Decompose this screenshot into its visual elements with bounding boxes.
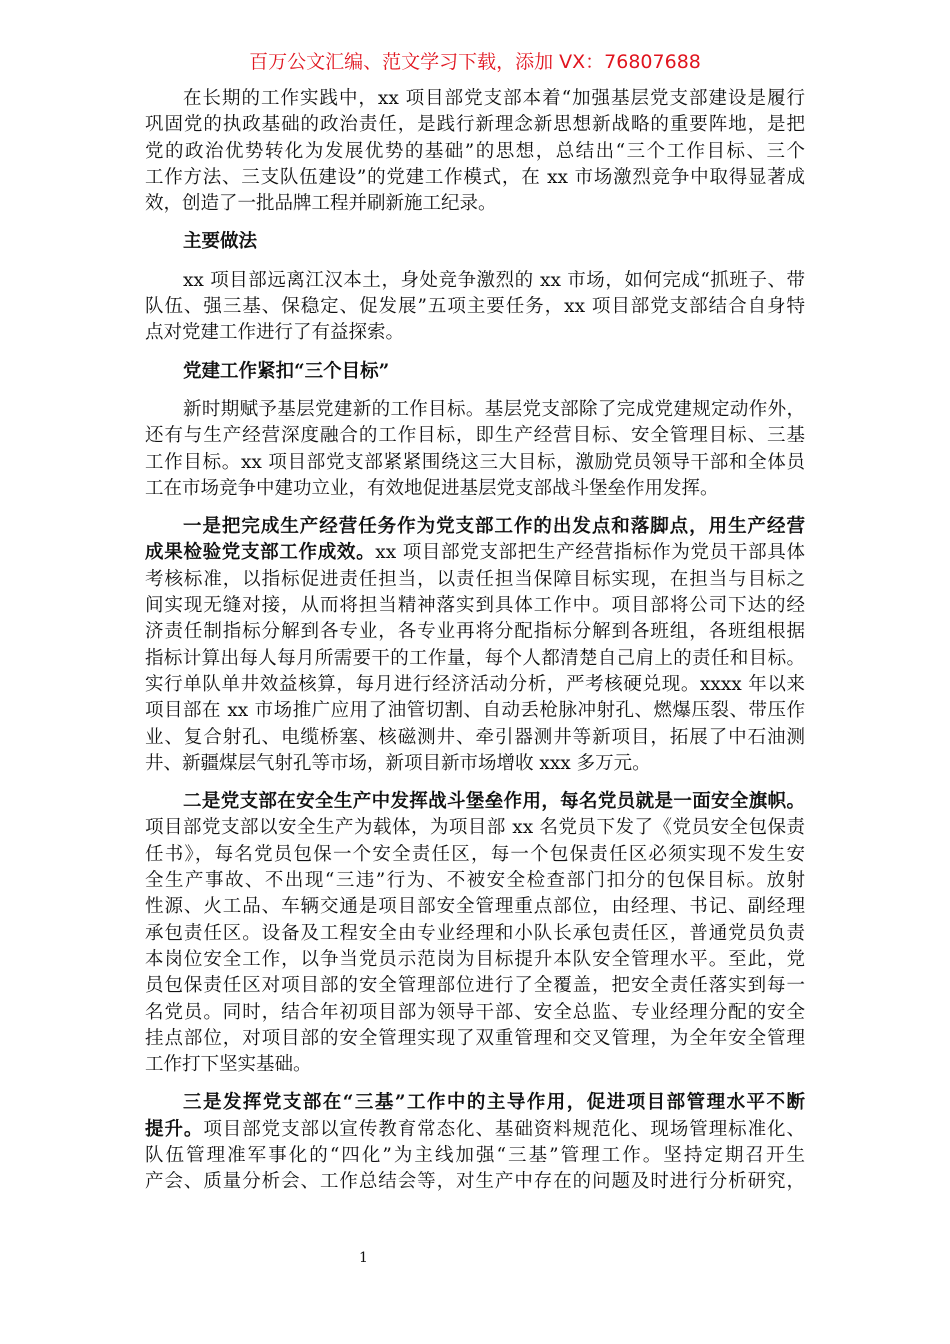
bold-lead-text: 主要做法 [183,231,258,253]
body-text: 济责任制指标分解到各专业，各专业再将分配指标分解到各班组，各班组根据 [145,621,805,643]
text-line [145,789,805,815]
paragraph [145,1090,805,1195]
body-text: 点对党建工作进行了有益探索。 [145,322,405,344]
text-line [145,921,805,947]
text-line [145,320,805,346]
body-text: 还有与生产经营深度融合的工作目标，即生产经营目标、安全管理目标、三基 [145,425,805,447]
section-heading [145,229,805,255]
paragraph [145,789,805,1078]
body-text: 新时期赋予基层党建新的工作目标。基层党支部除了完成党建规定动作外， [183,398,805,420]
body-text: 项目部党支部以安全生产为载体，为项目部 xx 名党员下发了《党员安全包保责 [145,817,805,839]
text-line [145,294,805,320]
text-line [145,751,805,777]
body-text: 工作方法、三支队伍建设”的党建工作模式，在 xx 市场激烈竞争中取得显著成 [145,166,805,188]
text-line [145,359,805,385]
body-text: 指标计算出每人每月所需要干的工作量，每个人都清楚自己肩上的责任和目标。 [145,647,805,669]
body-text: 巩固党的执政基础的政治责任，是践行新理念新思想新战略的重要阵地，是把 [145,114,805,136]
bold-lead-text: 提升。 [145,1118,204,1140]
text-line [145,540,805,566]
text-line [145,646,805,672]
text-line [145,725,805,751]
body-text: 队伍管理准军事化的“四化”为主线加强“三基”管理工作。坚持定期召开生 [145,1144,805,1166]
bold-lead-text: 二是党支部在安全生产中发挥战斗堡垒作用，每名党员就是一面安全旗帜。 [183,791,805,813]
text-line [145,86,805,112]
body-text: 效，创造了一批品牌工程并刷新施工纪录。 [145,193,497,215]
body-text: 考核标准，以指标促进责任担当，以责任担当保障目标实现，在担当与目标之 [145,568,805,590]
paragraph [145,86,805,217]
text-line [145,815,805,841]
text-line [145,1143,805,1169]
text-line [145,619,805,645]
text-line [145,1090,805,1116]
body-text: 在长期的工作实践中，xx 项目部党支部本着“加强基层党支部建设是履行 [183,88,805,109]
text-line [145,112,805,138]
text-line [145,476,805,502]
body-text: 党的政治优势转化为发展优势的基础”的思想，总结出“三个工作目标、三个 [145,140,805,162]
body-text: 产会、质量分析会、工作总结会等，对生产中存在的问题及时进行分析研究， [145,1171,805,1193]
text-line [145,567,805,593]
text-line [145,514,805,540]
body-text: 承包责任区。设备及工程安全由专业经理和小队长承包责任区，普通党员负责 [145,922,805,944]
text-line [145,450,805,476]
document-body [145,86,805,1208]
body-text: xx 项目部党支部把生产经营指标作为党员干部具体 [375,542,805,564]
body-text: 本岗位安全工作，以争当党员示范岗为目标提升本队安全管理水平。至此，党 [145,948,805,970]
text-line [145,698,805,724]
body-text: 实行单队单井效益核算，每月进行经济活动分析，严考核硬兑现。xxxx 年以来 [145,673,805,695]
text-line [145,139,805,165]
text-line [145,165,805,191]
body-text: 间实现无缝对接，从而将担当精神落实到具体工作中。项目部将公司下达的经 [145,595,805,617]
text-line [145,1052,805,1078]
body-text: 队伍、强三基、保稳定、促发展”五项主要任务，xx 项目部党支部结合自身特 [145,296,805,318]
text-line [145,842,805,868]
section-heading [145,359,805,385]
body-text: 工作打下坚实基础。 [145,1054,312,1076]
paragraph [145,514,805,777]
text-line [145,423,805,449]
body-text: 井、新疆煤层气射孔等市场，新项目新市场增收 xxx 多万元。 [145,752,651,774]
body-text: 项目部在 xx 市场推广应用了油管切割、自动丢枪脉冲射孔、燃爆压裂、带压作 [145,700,805,722]
text-line [145,973,805,999]
body-text: 项目部党支部以宣传教育常态化、基础资料规范化、现场管理标准化、 [203,1118,805,1140]
text-line [145,1000,805,1026]
body-text: 挂点部位，对项目部的安全管理实现了双重管理和交叉管理，为全年安全管理 [145,1027,805,1049]
body-text: 工作目标。xx 项目部党支部紧紧围绕这三大目标，激励党员领导干部和全体员 [145,451,805,473]
text-line [145,868,805,894]
text-line [145,1117,805,1143]
body-text: 名党员。同时，结合年初项目部为领导干部、安全总监、专业经理分配的安全 [145,1001,805,1023]
bold-lead-text: 成果检验党支部工作成效。 [145,542,376,564]
watermark-banner: 百万公文汇编、范文学习下载，添加 VX：76807688 [249,51,701,73]
text-line [145,894,805,920]
text-line [145,191,805,217]
body-text: 员包保责任区对项目部的安全管理部位进行了全覆盖，把安全责任落实到每一 [145,975,805,997]
text-line [145,593,805,619]
paragraph [145,268,805,347]
text-line [145,672,805,698]
bold-lead-text: 一是把完成生产经营任务作为党支部工作的出发点和落脚点，用生产经营 [183,516,805,538]
text-line [145,1169,805,1195]
body-text: 性源、火工品、车辆交通是项目部安全管理重点部位，由经理、书记、副经理 [145,896,805,918]
text-line [145,229,805,255]
body-text: 任书》，每名党员包保一个安全责任区，每一个包保责任区必须实现不发生安 [145,843,805,865]
bold-lead-text: 党建工作紧扣“三个目标” [183,360,390,382]
text-line [145,1026,805,1052]
paragraph [145,397,805,502]
body-text: xx 项目部远离江汉本土，身处竞争激烈的 xx 市场，如何完成“抓班子、带 [183,269,805,291]
body-text: 业、复合射孔、电缆桥塞、核磁测井、牵引器测井等新项目，拓展了中石油测 [145,726,805,748]
bold-lead-text: 三是发挥党支部在“三基”工作中的主导作用，促进项目部管理水平不断 [183,1092,805,1114]
body-text: 工在市场竞争中建功立业，有效地促进基层党支部战斗堡垒作用发挥。 [145,477,719,499]
text-line [145,397,805,423]
body-text: 全生产事故、不出现“三违”行为、不被安全检查部门扣分的包保目标。放射 [145,870,805,892]
text-line [145,947,805,973]
text-line [145,268,805,294]
page-number: 1 [359,1250,368,1266]
